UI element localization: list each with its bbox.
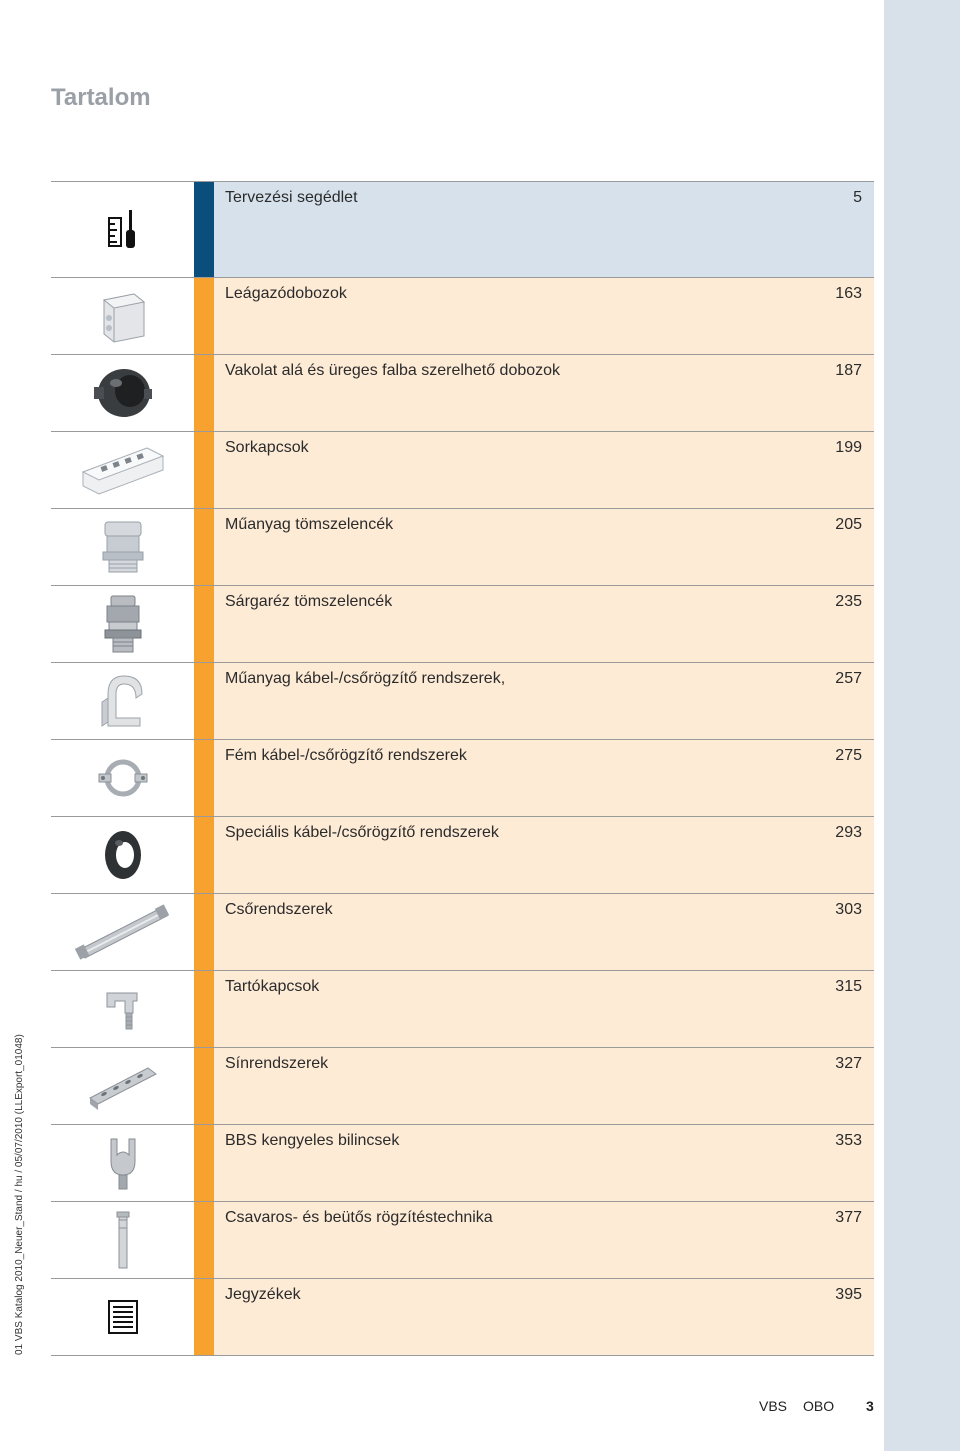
toc-entry-page-number: 257 [835, 670, 862, 687]
toc-entry-page-number: 327 [835, 1055, 862, 1072]
terminal-block-icon [51, 432, 194, 508]
toc-row[interactable] [51, 278, 874, 355]
ruler-screwdriver-icon [51, 182, 194, 277]
section-color-bar [194, 432, 214, 508]
toc-row[interactable] [51, 1279, 874, 1356]
toc-row[interactable] [51, 586, 874, 663]
toc-entry-page-number: 235 [835, 593, 862, 610]
section-color-bar [194, 586, 214, 662]
toc-entry-page-number: 353 [835, 1132, 862, 1149]
section-color-bar [194, 509, 214, 585]
plastic-clip-icon [51, 663, 194, 739]
toc-entry[interactable] [214, 355, 874, 431]
toc-entry-label: Műanyag kábel-/csőrögzítő rendszerek, [225, 670, 506, 687]
toc-entry[interactable] [214, 817, 874, 893]
beam-clamp-icon [51, 971, 194, 1047]
toc-row[interactable] [51, 663, 874, 740]
section-color-bar [194, 182, 214, 277]
footer [0, 1398, 960, 1416]
toc-entry[interactable] [214, 432, 874, 508]
conduit-pipe-icon [51, 894, 194, 970]
toc-row[interactable] [51, 182, 874, 278]
toc-entry-page-number: 303 [835, 901, 862, 918]
toc-entry-label: Csőrendszerek [225, 901, 333, 918]
toc-entry[interactable] [214, 278, 874, 354]
mounting-rail-icon [51, 1048, 194, 1124]
toc-entry[interactable] [214, 509, 874, 585]
section-color-bar [194, 1048, 214, 1124]
toc-entry[interactable] [214, 971, 874, 1047]
toc-entry-label: Jegyzékek [225, 1286, 301, 1303]
toc-entry-label: Sorkapcsok [225, 439, 309, 456]
right-side-strip [884, 0, 960, 1451]
footer-brand-vbs: VBS [759, 1398, 788, 1414]
section-color-bar [194, 1202, 214, 1278]
anchor-bolt-icon [51, 1202, 194, 1278]
toc-row[interactable] [51, 355, 874, 432]
section-color-bar [194, 1279, 214, 1355]
section-color-bar [194, 971, 214, 1047]
toc-row[interactable] [51, 1048, 874, 1125]
toc-entry-page-number: 199 [835, 439, 862, 456]
toc-entry-page-number: 315 [835, 978, 862, 995]
toc-entry[interactable] [214, 663, 874, 739]
toc-row[interactable] [51, 971, 874, 1048]
toc-row[interactable] [51, 1202, 874, 1279]
toc-entry-page-number: 395 [835, 1286, 862, 1303]
toc-entry[interactable] [214, 740, 874, 816]
toc-entry-label: Sárgaréz tömszelencék [225, 593, 393, 610]
toc-entry[interactable] [214, 1048, 874, 1124]
toc-entry-label: BBS kengyeles bilincsek [225, 1132, 400, 1149]
page-title: Tartalom [51, 84, 151, 111]
section-color-bar [194, 278, 214, 354]
toc-entry-label: Csavaros- és beütős rögzítéstechnika [225, 1209, 493, 1226]
vertical-print-info: 01 VBS Katalog 2010_Neuer_Stand / hu / 05/07/2010 (LLExport_01048) [14, 1034, 25, 1355]
section-color-bar [194, 740, 214, 816]
toc-entry[interactable] [214, 894, 874, 970]
toc-entry[interactable] [214, 586, 874, 662]
toc-entry-page-number: 5 [853, 189, 862, 206]
stirrup-clamp-icon [51, 1125, 194, 1201]
toc-entry-page-number: 293 [835, 824, 862, 841]
toc-row[interactable] [51, 1125, 874, 1202]
toc-entry-label: Tartókapcsok [225, 978, 320, 995]
toc-entry-label: Műanyag tömszelencék [225, 516, 394, 533]
index-list-icon [51, 1279, 194, 1355]
toc-entry-page-number: 205 [835, 516, 862, 533]
brass-gland-icon [51, 586, 194, 662]
footer-brand-obo: OBO [803, 1398, 835, 1414]
toc-entry-page-number: 163 [835, 285, 862, 302]
toc-entry-label: Sínrendszerek [225, 1055, 329, 1072]
table-of-contents [51, 181, 874, 1356]
toc-row[interactable] [51, 509, 874, 586]
section-color-bar [194, 894, 214, 970]
toc-entry[interactable] [214, 182, 874, 277]
flush-box-icon [51, 355, 194, 431]
toc-entry-label: Fém kábel-/csőrögzítő rendszerek [225, 747, 467, 764]
toc-entry-label: Leágazódobozok [225, 285, 347, 302]
metal-clamp-icon [51, 740, 194, 816]
footer-page-number: 3 [866, 1398, 874, 1414]
section-color-bar [194, 817, 214, 893]
toc-entry-page-number: 187 [835, 362, 862, 379]
ring-seal-icon [51, 817, 194, 893]
toc-entry-label: Tervezési segédlet [225, 189, 358, 206]
toc-row[interactable] [51, 432, 874, 509]
toc-entry[interactable] [214, 1279, 874, 1355]
toc-row[interactable] [51, 740, 874, 817]
toc-entry-page-number: 377 [835, 1209, 862, 1226]
section-color-bar [194, 355, 214, 431]
toc-row[interactable] [51, 894, 874, 971]
section-color-bar [194, 663, 214, 739]
toc-row[interactable] [51, 817, 874, 894]
toc-entry-page-number: 275 [835, 747, 862, 764]
section-color-bar [194, 1125, 214, 1201]
toc-entry[interactable] [214, 1202, 874, 1278]
toc-entry[interactable] [214, 1125, 874, 1201]
plastic-gland-icon [51, 509, 194, 585]
toc-entry-label: Speciális kábel-/csőrögzítő rendszerek [225, 824, 499, 841]
toc-entry-label: Vakolat alá és üreges falba szerelhető dobozok [225, 362, 561, 379]
junction-box-icon [51, 278, 194, 354]
